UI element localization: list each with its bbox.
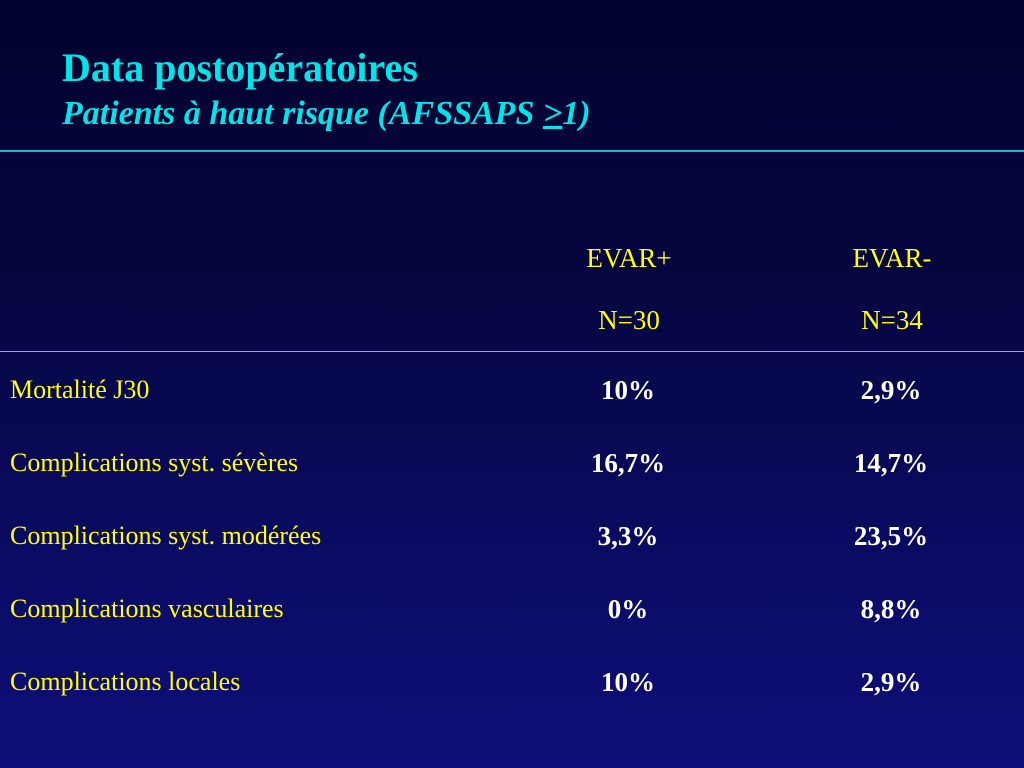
row-label: Mortalité J30 — [10, 375, 150, 404]
row-label: Complications vasculaires — [10, 594, 284, 623]
cell-evar-minus: 23,5% — [853, 521, 929, 551]
subtitle-suffix: 1) — [562, 95, 591, 132]
cell-evar-plus: 10% — [601, 667, 655, 697]
row-label: Complications syst. modérées — [10, 521, 322, 550]
column-n-evar-minus: N=34 — [861, 305, 923, 335]
row-label: Complications locales — [10, 667, 241, 696]
cell-evar-minus: 2,9% — [860, 667, 922, 697]
subtitle-ge-symbol: > — [542, 95, 563, 132]
row-label: Complications syst. sévères — [10, 448, 299, 477]
cell-evar-minus: 14,7% — [853, 448, 929, 478]
cell-evar-plus: 0% — [607, 594, 649, 624]
subtitle-prefix: Patients à haut risque (AFSSAPS — [62, 95, 543, 132]
title-divider — [0, 150, 1024, 152]
cell-evar-plus: 10% — [601, 375, 655, 405]
title-block — [62, 44, 591, 134]
slide-subtitle — [62, 94, 591, 134]
header-divider — [0, 351, 1024, 352]
slide-title: Data postopératoires — [62, 45, 418, 90]
column-n-evar-plus: N=30 — [598, 305, 660, 335]
cell-evar-minus: 2,9% — [860, 375, 922, 405]
cell-evar-plus: 16,7% — [590, 448, 666, 478]
column-header-evar-minus: EVAR- — [852, 243, 932, 273]
column-header-evar-plus: EVAR+ — [586, 243, 672, 273]
cell-evar-plus: 3,3% — [597, 521, 659, 551]
cell-evar-minus: 8,8% — [860, 594, 922, 624]
